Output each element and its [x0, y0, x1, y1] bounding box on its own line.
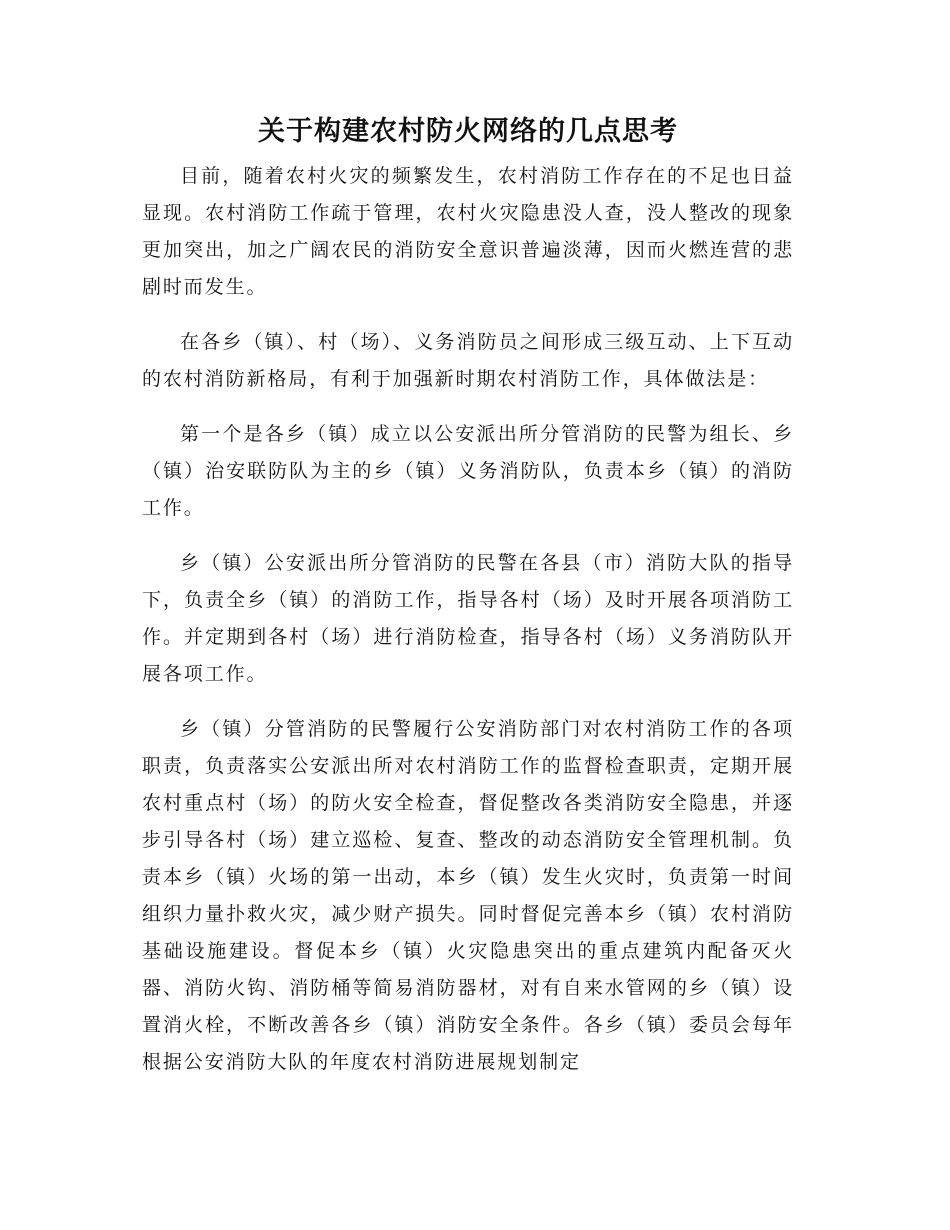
document-title: 关于构建农村防火网络的几点思考	[258, 116, 678, 147]
paragraph-3: 第一个是各乡（镇）成立以公安派出所分管消防的民警为组长、乡（镇）治安联防队为主的乡（镇）义务消防队，负责本乡（镇）的消防工作。	[142, 423, 794, 519]
paragraph-2: 在各乡（镇）、村（场）、义务消防员之间形成三级互动、上下互动的农村消防新格局，有利于加强新时期农村消防工作，具体做法是：	[142, 331, 794, 390]
paragraph-1: 目前，随着农村火灾的频繁发生，农村消防工作存在的不足也日益显现。农村消防工作疏于管理，农村火灾隐患没人查，没人整改的现象更加突出，加之广阔农民的消防安全意识普遍淡薄，因而火燃连营的悲剧时而发生。	[142, 165, 794, 298]
paragraph-4: 乡（镇）公安派出所分管消防的民警在各县（市）消防大队的指导下，负责全乡（镇）的消防工作，指导各村（场）及时开展各项消防工作。并定期到各村（场）进行消防检查，指导各村（场）义务消防队开展各项工作。	[142, 552, 794, 685]
paragraph-5: 乡（镇）分管消防的民警履行公安消防部门对农村消防工作的各项职责，负责落实公安派出所对农村消防工作的监督检查职责，定期开展农村重点村（场）的防火安全检查，督促整改各类消防安全隐患，并逐步引导各村（场）建立巡检、复查、整改的动态消防安全管理机制。负责本乡（镇）火场的第一出动，本乡（镇）发生火灾时，负责第一时间组织力量扑救火灾，减少财产损失。同时督促完善本乡（镇）农村消防基础设施建设。督促本乡（镇）火灾隐患突出的重点建筑内配备灭火器、消防火钩、消防桶等简易消防器材，对有自来水管网的乡（镇）设置消火栓，不断改善各乡（镇）消防安全条件。各乡（镇）委员会每年根据公安消防大队的年度农村消防进展规划制定	[142, 718, 794, 1073]
